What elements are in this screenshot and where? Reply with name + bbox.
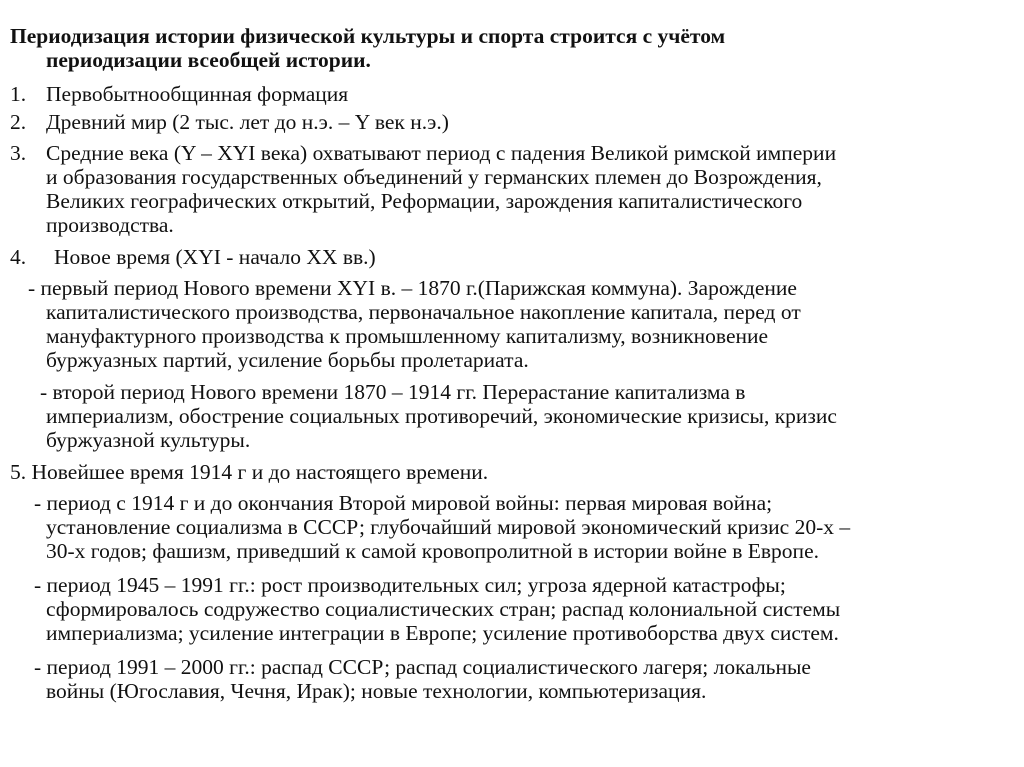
recent-period-1	[0, 491, 1024, 563]
list-item-text: 5. Новейшее время 1914 г и до настоящего времени.	[10, 460, 489, 484]
period-text: буржуазной культуры.	[46, 428, 251, 452]
list-item-text: Древний мир (2 тыс. лет до н.э. – Y век н.э.)	[46, 110, 449, 134]
list-item-5	[0, 460, 1024, 484]
period-text: - первый период Нового времени XYI в. – 1870 г.(Парижская коммуна). Зарождение	[28, 276, 797, 300]
period-text: сформировалось содружество социалистических стран; распад колониальной системы	[46, 597, 841, 621]
period-text: буржуазных партий, усиление борьбы пролетариата.	[46, 348, 529, 372]
modern-period-1	[0, 276, 1024, 372]
period-text: - период 1991 – 2000 гг.: распад СССР; распад социалистического лагеря; локальные	[34, 655, 811, 679]
period-text: империализм, обострение социальных противоречий, экономические кризисы, кризис	[46, 404, 837, 428]
recent-period-2	[0, 573, 1024, 645]
period-text: - период 1945 – 1991 гг.: рост производительных сил; угроза ядерной катастрофы;	[34, 573, 786, 597]
list-item-text: производства.	[46, 213, 174, 237]
period-text: 30-х годов; фашизм, приведший к самой кровопролитной в истории войне в Европе.	[46, 539, 819, 563]
period-text: войны (Югославия, Чечня, Ирак); новые технологии, компьютеризация.	[46, 679, 707, 703]
list-item-number: 4.	[10, 245, 27, 269]
recent-period-3	[0, 655, 1024, 703]
list-item-number: 1.	[10, 82, 27, 106]
list-item-text: Первобытнообщинная формация	[46, 82, 349, 106]
modern-period-2	[0, 380, 1024, 452]
period-text: - второй период Нового времени 1870 – 1914 гг. Перерастание капитализма в	[40, 380, 746, 404]
period-text: установление социализма в СССР; глубочайший мировой экономический кризис 20-х –	[46, 515, 851, 539]
list-item-number: 2.	[10, 110, 27, 134]
list-item-number: 3.	[10, 141, 27, 165]
heading-line-1: Периодизация истории физической культуры и спорта строится с учётом	[10, 24, 726, 48]
list-item-text: Новое время (XYI - начало XX вв.)	[54, 245, 376, 269]
list-item-text: и образования государственных объединений у германских племен до Возрождения,	[46, 165, 822, 189]
period-text: - период с 1914 г и до окончания Второй мировой войны: первая мировая война;	[34, 491, 773, 515]
list-item-4	[0, 245, 1024, 269]
period-text: капиталистического производства, первоначальное накопление капитала, перед от	[46, 300, 801, 324]
list-item-text: Средние века (Y – XYI века) охватывают период с падения Великой римской империи	[46, 141, 837, 165]
period-text: мануфактурного производства к промышленному капитализму, возникновение	[46, 324, 769, 348]
heading-line-2: периодизации всеобщей истории.	[46, 48, 371, 72]
list-item-1	[0, 82, 1024, 106]
list-item-2	[0, 110, 1024, 134]
heading	[0, 24, 1024, 72]
list-item-text: Великих географических открытий, Реформации, зарождения капиталистического	[46, 189, 803, 213]
list-item-3	[0, 141, 1024, 237]
period-text: империализма; усиление интеграции в Европе; усиление противоборства двух систем.	[46, 621, 839, 645]
